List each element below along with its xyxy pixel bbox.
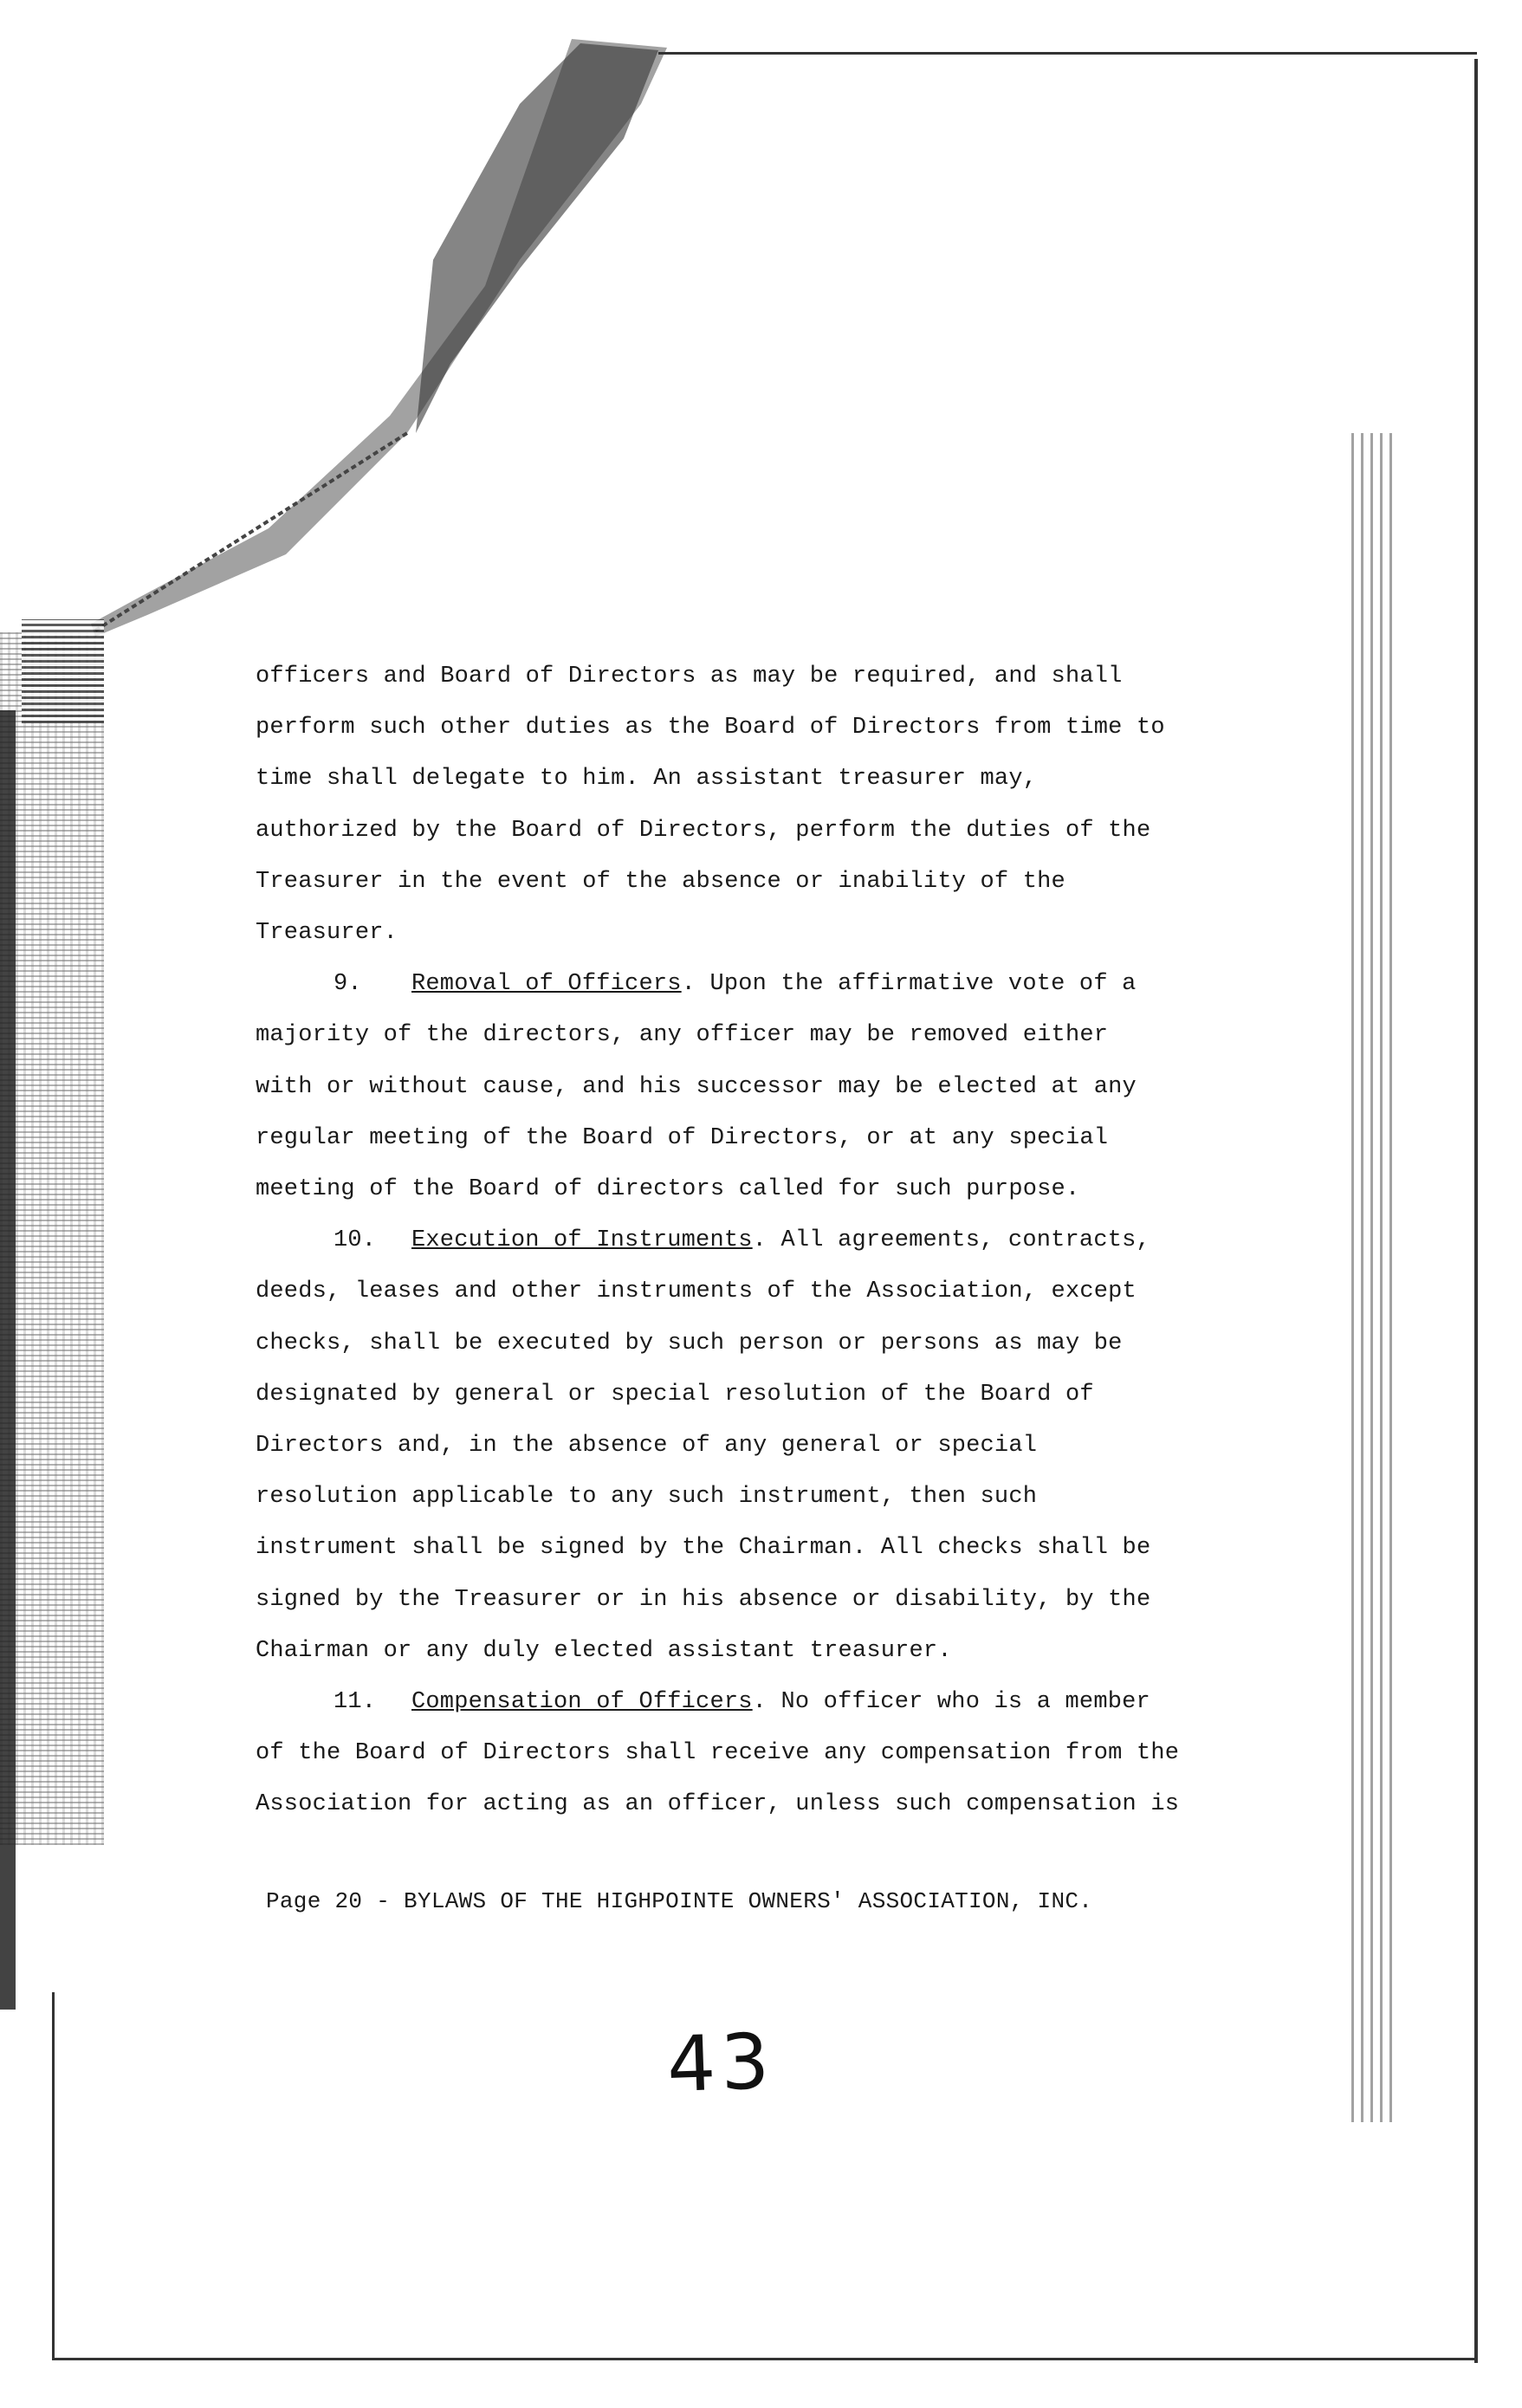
page-border-top xyxy=(658,52,1477,55)
text-line: regular meeting of the Board of Directors, or at any special xyxy=(256,1124,1109,1151)
section-heading: Execution of Instruments xyxy=(411,1227,753,1254)
section-heading: Compensation of Officers xyxy=(411,1689,753,1716)
scan-edge-artifact xyxy=(0,632,104,1845)
section-10 xyxy=(256,1215,1260,1677)
scan-edge-artifact-top xyxy=(22,619,104,723)
text-line: Treasurer in the event of the absence or inability of the xyxy=(256,868,1065,895)
text-line: majority of the directors, any officer may be removed either xyxy=(256,1022,1109,1049)
text-line: instrument shall be signed by the Chairman. All checks shall be xyxy=(256,1535,1151,1562)
text-line: Directors and, in the absence of any general or special xyxy=(256,1433,1038,1460)
text-line: deeds, leases and other instruments of the Association, except xyxy=(256,1278,1137,1305)
text-line: meeting of the Board of directors called for such purpose. xyxy=(256,1176,1080,1203)
text-line: resolution applicable to any such instrument, then such xyxy=(256,1484,1038,1511)
text-line: perform such other duties as the Board of Directors from time to xyxy=(256,715,1165,741)
section-number: 9. xyxy=(334,971,362,998)
section-first-line xyxy=(256,959,1260,1010)
text-line: with or without cause, and his successor may be elected at any xyxy=(256,1073,1137,1100)
text-line: officers and Board of Directors as may be required, and shall xyxy=(256,663,1123,689)
text-line: of the Board of Directors shall receive any compensation from the xyxy=(256,1740,1180,1767)
text-line: Chairman or any duly elected assistant treasurer. xyxy=(256,1637,952,1664)
section-11 xyxy=(256,1677,1260,1831)
section-lead-text: . All agreements, contracts, xyxy=(752,1227,1150,1254)
page-border-left xyxy=(52,1992,55,2360)
section-first-line xyxy=(256,1677,1260,1728)
document-body xyxy=(256,651,1260,1831)
section-lead-text: . Upon the affirmative vote of a xyxy=(681,971,1137,998)
text-line: authorized by the Board of Directors, perform the duties of the xyxy=(256,817,1151,844)
scan-edge-dark-band xyxy=(0,710,16,2010)
text-line: checks, shall be executed by such person or persons as may be xyxy=(256,1330,1123,1356)
text-line: time shall delegate to him. An assistant treasurer may, xyxy=(256,766,1038,793)
text-line: signed by the Treasurer or in his absence or disability, by the xyxy=(256,1586,1151,1613)
section-number: 10. xyxy=(334,1227,377,1254)
section-9 xyxy=(256,959,1260,1215)
scan-edge-artifact-right xyxy=(1351,433,1396,2122)
section-lead-text: . No officer who is a member xyxy=(752,1689,1150,1716)
section-heading: Removal of Officers xyxy=(411,971,682,998)
page-border-right xyxy=(1474,59,1478,2363)
section-number: 11. xyxy=(334,1689,377,1716)
text-line: designated by general or special resolution of the Board of xyxy=(256,1381,1094,1408)
page-border-bottom xyxy=(52,2358,1477,2360)
section-first-line xyxy=(256,1215,1260,1266)
page-footer: Page 20 - BYLAWS OF THE HIGHPOINTE OWNERS' ASSOCIATION, INC. xyxy=(266,1888,1093,1914)
intro-paragraph xyxy=(256,651,1260,959)
text-line: Treasurer. xyxy=(256,920,398,947)
handwritten-page-number: 43 xyxy=(665,2016,776,2110)
text-line: Association for acting as an officer, unless such compensation is xyxy=(256,1791,1180,1818)
